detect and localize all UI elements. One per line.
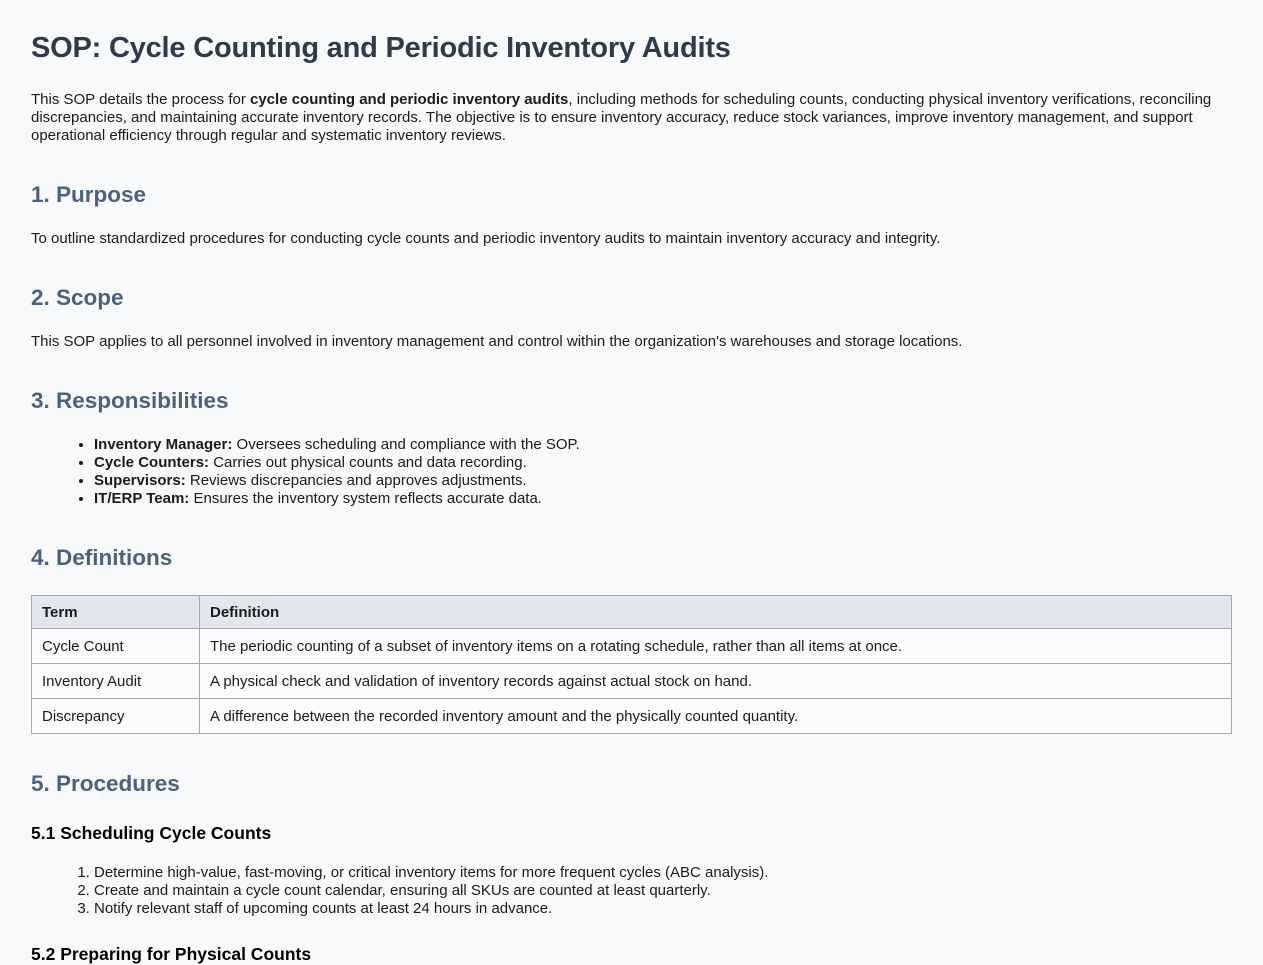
section-heading-purpose: 1. Purpose	[31, 182, 147, 207]
role-text: Ensures the inventory system reflects accurate data.	[189, 490, 542, 507]
page-title: SOP: Cycle Counting and Periodic Inventory Audits	[31, 32, 731, 64]
responsibilities-list	[31, 436, 1232, 508]
subsection-heading-scheduling-cycle-counts: 5.1 Scheduling Cycle Counts	[31, 823, 272, 843]
column-header-term: Term	[32, 596, 200, 629]
term-cell: Inventory Audit	[32, 664, 200, 699]
section-heading-definitions: 4. Definitions	[31, 545, 173, 570]
role-label: Cycle Counters:	[94, 454, 210, 471]
section-heading-responsibilities: 3. Responsibilities	[31, 388, 229, 413]
list-item: 3. Notify relevant staff of upcoming counts at least 24 hours in advance.	[94, 900, 1232, 918]
intro-text-pre: This SOP details the process for	[31, 91, 250, 108]
role-label: IT/ERP Team:	[94, 490, 190, 507]
scope-paragraph: This SOP applies to all personnel involved in inventory management and control within the organization's warehouses and storage locations.	[31, 333, 963, 350]
intro-paragraph	[31, 91, 1232, 145]
list-item	[94, 436, 1232, 454]
column-header-definition: Definition	[200, 596, 1232, 629]
definition-cell: A difference between the recorded inventory amount and the physically counted quantity.	[200, 699, 1232, 734]
table-row	[32, 699, 1232, 734]
table-row	[32, 629, 1232, 664]
list-item	[94, 472, 1232, 490]
role-label: Inventory Manager:	[94, 436, 233, 453]
list-item	[94, 490, 1232, 508]
definition-cell: A physical check and validation of inventory records against actual stock on hand.	[200, 664, 1232, 699]
definitions-table	[31, 595, 1232, 734]
term-cell: Discrepancy	[32, 699, 200, 734]
subsection-heading-preparing-physical-counts: 5.2 Preparing for Physical Counts	[31, 944, 312, 964]
section-heading-scope: 2. Scope	[31, 285, 124, 310]
intro-text-post: , including methods for scheduling counts, conducting physical inventory verifications, reconciling discrepancies, and maintaining accurate inventory records. The objective is to ensure inventory accuracy, reduce stock variances, improve inventory management, and support operational efficiency through regular and systematic inventory reviews.	[31, 91, 1212, 144]
list-item: 2. Create and maintain a cycle count calendar, ensuring all SKUs are counted at least quarterly.	[94, 882, 1232, 900]
section-heading-procedures: 5. Procedures	[31, 771, 180, 796]
role-text: Oversees scheduling and compliance with the SOP.	[232, 436, 580, 453]
term-cell: Cycle Count	[32, 629, 200, 664]
purpose-paragraph: To outline standardized procedures for conducting cycle counts and periodic inventory audits to maintain inventory accuracy and integrity.	[31, 230, 941, 247]
definition-cell: The periodic counting of a subset of inventory items on a rotating schedule, rather than all items at once.	[200, 629, 1232, 664]
role-text: Carries out physical counts and data recording.	[209, 454, 527, 471]
table-header-row	[32, 596, 1232, 629]
scheduling-steps-list	[31, 864, 1232, 918]
table-row	[32, 664, 1232, 699]
role-text: Reviews discrepancies and approves adjustments.	[185, 472, 527, 489]
intro-text-bold: cycle counting and periodic inventory audits	[250, 91, 569, 108]
list-item: 1. Determine high-value, fast-moving, or critical inventory items for more frequent cycles (ABC analysis).	[94, 864, 1232, 882]
role-label: Supervisors:	[94, 472, 186, 489]
list-item	[94, 454, 1232, 472]
